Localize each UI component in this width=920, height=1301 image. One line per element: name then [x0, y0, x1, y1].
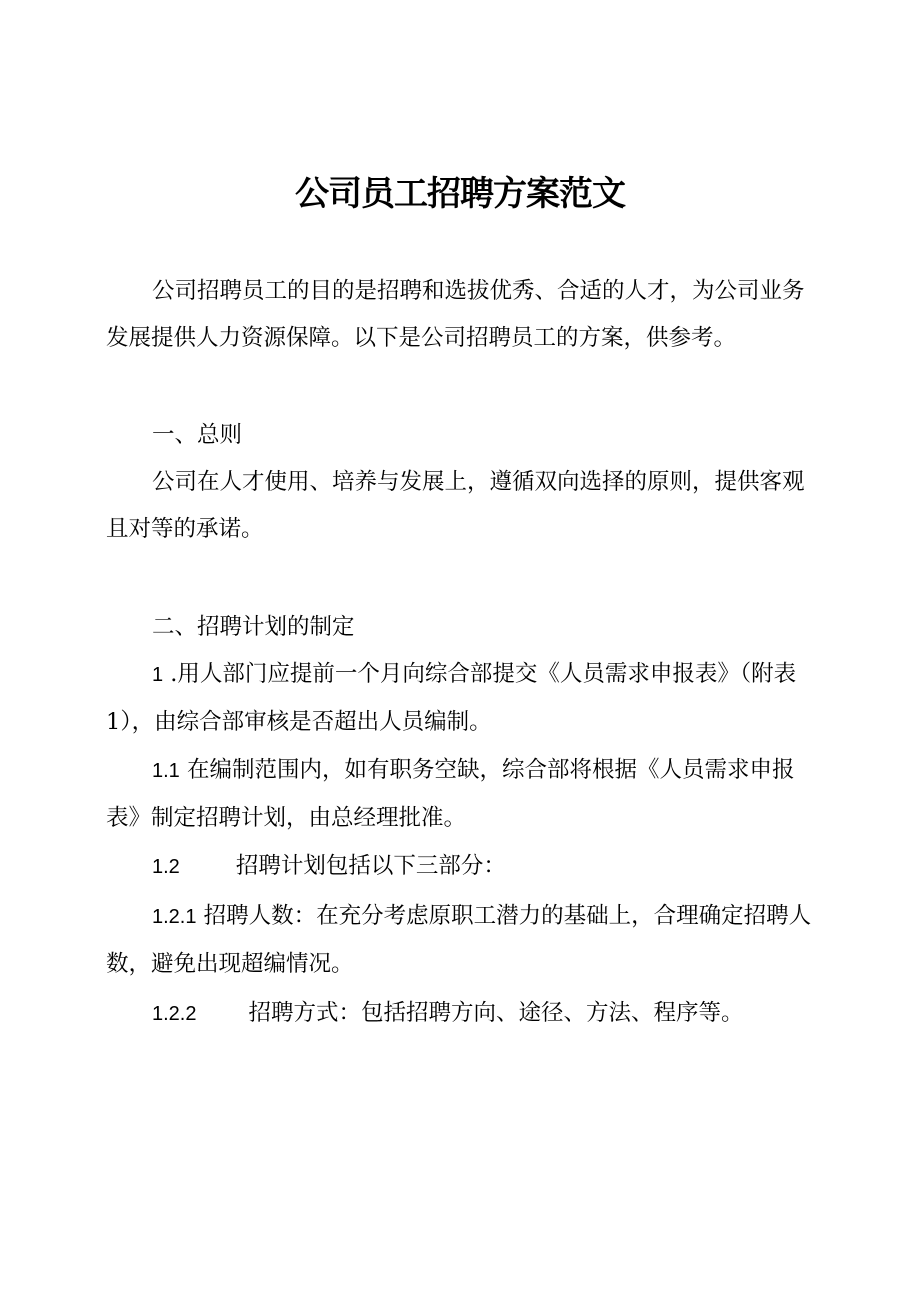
- item-1-2: [106, 843, 818, 891]
- item-1-number: 1: [152, 664, 164, 686]
- item-1-2-2-number: 1.2.2: [152, 1003, 197, 1025]
- section1-heading: 一、总则: [152, 422, 243, 448]
- item-1-2-number: 1.2: [152, 856, 180, 878]
- item-1-2-2: [106, 990, 818, 1038]
- item-1-1: [106, 747, 818, 842]
- document-title: 公司员工招聘方案范文: [295, 174, 625, 214]
- item-1-2-2-text: 招聘方式：包括招聘方向、途径、方法、程序等。: [248, 1000, 744, 1026]
- item-1-1-text: 在编制范围内，如有职务空缺，综合部将根据《人员需求申报表》制定招聘计划，由总经理批准。: [106, 757, 795, 831]
- item-1: [106, 651, 818, 746]
- item-1-2-1-number: 1.2.1: [152, 906, 197, 928]
- item-1-2-text: 招聘计划包括以下三部分：: [235, 853, 506, 879]
- item-1-2-1: [106, 893, 818, 988]
- item-1-2-1-text: 招聘人数：在充分考虑原职工潜力的基础上，合理确定招聘人数，避免出现超编情况。: [106, 903, 812, 977]
- item-1-text: .用人部门应提前一个月向综合部提交《人员需求申报表》（附表1），由综合部审核是否超出人员编制。: [106, 661, 797, 735]
- section1-body: 公司在人才使用、培养与发展上，遵循双向选择的原则，提供客观且对等的承诺。: [106, 469, 805, 542]
- section2-heading: 二、招聘计划的制定: [152, 614, 355, 640]
- intro-paragraph: 公司招聘员工的目的是招聘和选拔优秀、合适的人才，为公司业务发展提供人力资源保障。以下是公司招聘员工的方案，供参考。: [106, 278, 805, 351]
- item-1-1-number: 1.1: [152, 760, 180, 782]
